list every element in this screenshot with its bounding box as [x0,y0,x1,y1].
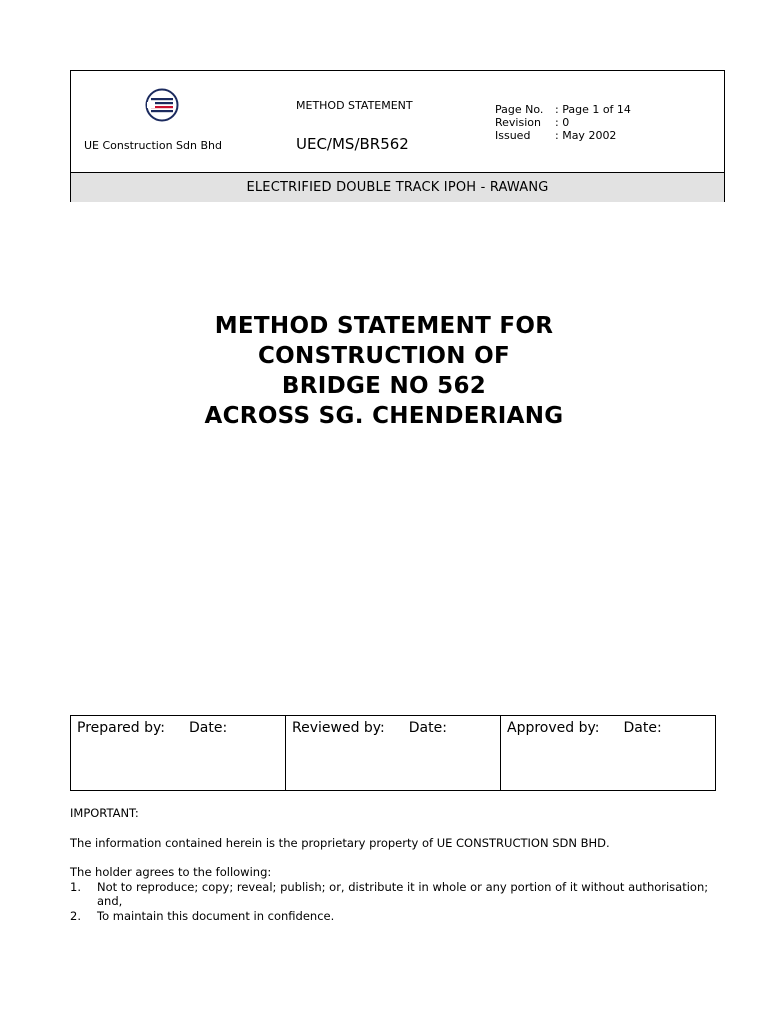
list-item [70,880,730,909]
company-name: UE Construction Sdn Bhd [84,139,222,152]
meta-label: Issued [495,129,531,142]
confidentiality-notice [70,806,730,923]
list-item-number: 2. [70,908,81,923]
document-type: METHOD STATEMENT [296,99,413,112]
title-line: METHOD STATEMENT FOR [214,313,554,339]
approval-role: Approved by: [507,720,600,736]
list-item-text: Not to reproduce; copy; reveal; publish; or, distribute it in whole or any portion of it without authorisation; and, [97,879,709,908]
title-line: ACROSS SG. CHENDERIANG [204,403,564,429]
title-line: CONSTRUCTION OF [257,343,511,369]
company-logo-icon [143,88,181,122]
document-meta [495,103,631,142]
approval-cell-reviewed [286,716,501,790]
meta-row-revision [495,116,631,129]
approval-cell-prepared [71,716,286,790]
meta-row-page [495,103,631,116]
approval-date: Date: [408,720,447,736]
approval-date: Date: [189,720,228,736]
document-title [0,311,768,431]
list-item-number: 1. [70,879,81,894]
meta-value: : 0 [555,116,570,129]
document-code: UEC/MS/BR562 [296,135,409,153]
approval-date: Date: [623,720,662,736]
document-header [70,70,725,202]
notice-heading: IMPORTANT: [70,806,139,820]
list-item [70,909,730,924]
meta-row-issued [495,129,631,142]
title-line: BRIDGE NO 562 [281,373,487,399]
list-item-text: To maintain this document in confidence. [97,908,335,923]
approval-cell-approved [501,716,715,790]
notice-list [70,880,730,924]
approval-role: Reviewed by: [292,720,385,736]
meta-value: : Page 1 of 14 [555,103,631,116]
notice-statement: The information contained herein is the proprietary property of UE CONSTRUCTION SDN BHD. [70,835,610,850]
meta-label: Page No. [495,103,544,116]
project-title: ELECTRIFIED DOUBLE TRACK IPOH - RAWANG [71,173,724,202]
meta-label: Revision [495,116,541,129]
approval-table [70,715,716,791]
approval-role: Prepared by: [77,720,165,736]
notice-agree-intro: The holder agrees to the following: [70,865,272,879]
meta-value: : May 2002 [555,129,617,142]
